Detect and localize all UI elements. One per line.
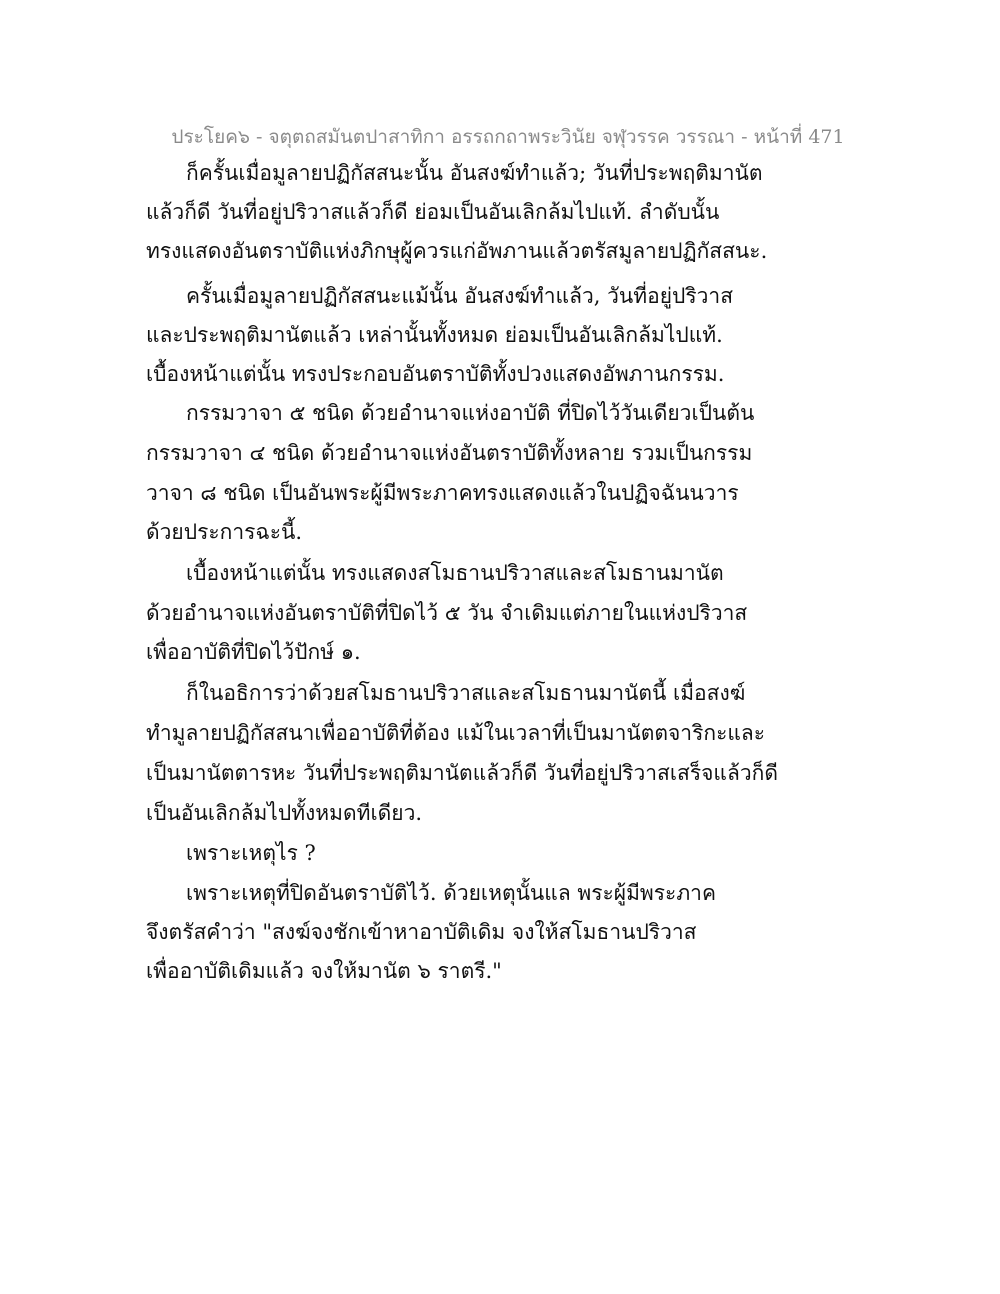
text-line: กรรมวาจา ๔ ชนิด ด้วยอำนาจแห่งอันตราบัติทั้งหลาย รวมเป็นกรรม bbox=[146, 441, 753, 465]
text-line: กรรมวาจา ๕ ชนิด ด้วยอำนาจแห่งอาบัติ ที่ปิดไว้วันเดียวเป็นต้น bbox=[186, 401, 755, 425]
text-line: เพื่ออาบัติที่ปิดไว้ปักษ์ ๑. bbox=[146, 640, 361, 664]
text-line: วาจา ๘ ชนิด เป็นอันพระผู้มีพระภาคทรงแสดงแล้วในปฏิจฉันนวาร bbox=[146, 481, 739, 505]
text-line: เป็นอันเลิกล้มไปทั้งหมดทีเดียว. bbox=[146, 801, 423, 825]
text-line: เบื้องหน้าแต่นั้น ทรงแสดงสโมธานปริวาสและสโมธานมานัต bbox=[186, 561, 724, 585]
text-line: ก็ในอธิการว่าด้วยสโมธานปริวาสและสโมธานมานัตนี้ เมื่อสงฆ์ bbox=[186, 681, 746, 705]
text-line: ด้วยประการฉะนี้. bbox=[146, 520, 303, 544]
text-line: เบื้องหน้าแต่นั้น ทรงประกอบอันตราบัติทั้งปวงแสดงอัพภานกรรม. bbox=[146, 362, 725, 386]
page-header: ประโยค๖ - จตุตถสมันตปาสาทิกา อรรถกถาพระวินัย จฬุวรรค วรรณา - หน้าที่ 471 bbox=[171, 126, 845, 148]
text-line: เพราะเหตุไร ? bbox=[186, 841, 316, 865]
text-line: ทำมูลายปฏิกัสสนาเพื่ออาบัติที่ต้อง แม้ในเวลาที่เป็นมานัตตจาริกะและ bbox=[146, 721, 766, 745]
text-line: จึงตรัสคำว่า "สงฆ์จงชักเข้าหาอาบัติเดิม จงให้สโมธานปริวาส bbox=[146, 920, 697, 944]
text-line: เพราะเหตุที่ปิดอันตราบัติไว้. ด้วยเหตุนั้นแล พระผู้มีพระภาค bbox=[186, 881, 717, 905]
text-line: และประพฤติมานัตแล้ว เหล่านั้นทั้งหมด ย่อมเป็นอันเลิกล้มไปแท้. bbox=[146, 323, 723, 347]
text-line: ก็ครั้นเมื่อมูลายปฏิกัสสนะนั้น อันสงฆ์ทำแล้ว; วันที่ประพฤติมานัต bbox=[186, 161, 763, 185]
text-line: แล้วก็ดี วันที่อยู่ปริวาสแล้วก็ดี ย่อมเป็นอันเลิกล้มไปแท้. ลำดับนั้น bbox=[146, 200, 720, 224]
text-line: เป็นมานัตตารหะ วันที่ประพฤติมานัตแล้วก็ดี วันที่อยู่ปริวาสเสร็จแล้วก็ดี bbox=[146, 761, 778, 785]
text-line: ครั้นเมื่อมูลายปฏิกัสสนะแม้นั้น อันสงฆ์ทำแล้ว, วันที่อยู่ปริวาส bbox=[186, 284, 734, 308]
text-line: ทรงแสดงอันตราบัติแห่งภิกษุผู้ควรแก่อัพภานแล้วตรัสมูลายปฏิกัสสนะ. bbox=[146, 239, 768, 263]
text-line: ด้วยอำนาจแห่งอันตราบัติที่ปิดไว้ ๕ วัน จำเดิมแต่ภายในแห่งปริวาส bbox=[146, 601, 748, 625]
text-line: เพื่ออาบัติเดิมแล้ว จงให้มานัต ๖ ราตรี." bbox=[146, 959, 502, 983]
